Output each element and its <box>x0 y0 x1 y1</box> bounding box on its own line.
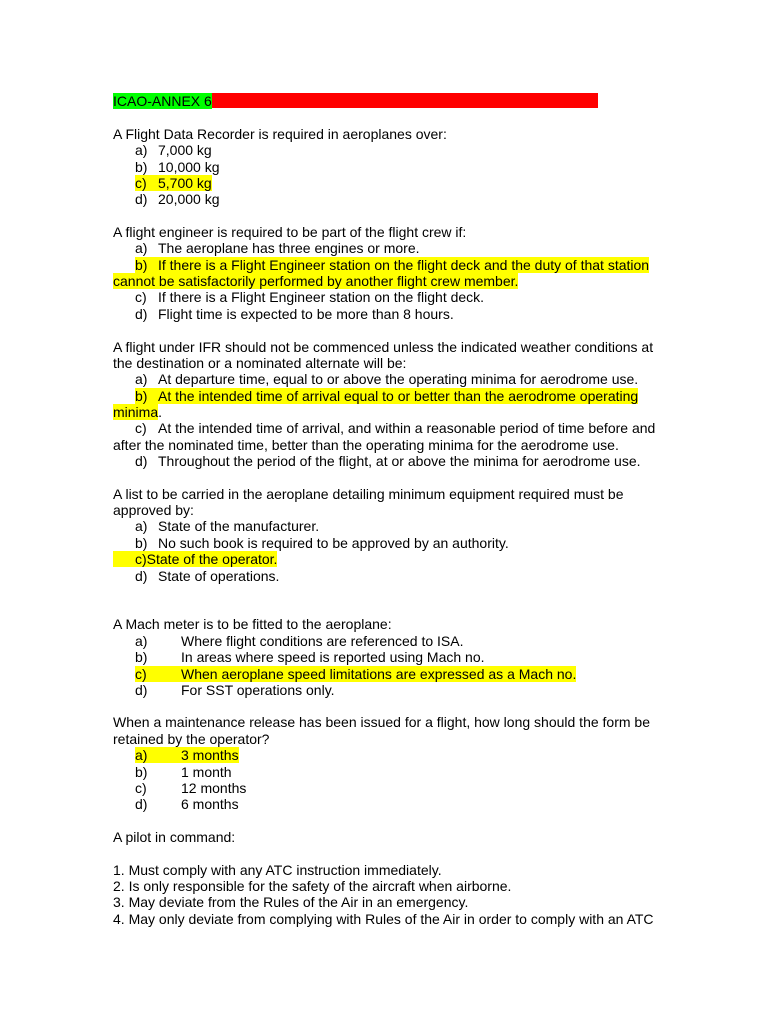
question-2-option-a <box>135 240 420 257</box>
question-6-text-line-1: When a maintenance release has been issued for a flight, how long should the form be <box>113 714 650 730</box>
question-7-statement-2: 2. Is only responsible for the safety of the aircraft when airborne. <box>113 878 512 894</box>
question-5-option-a <box>135 633 463 650</box>
option-text: The aeroplane has three engines or more. <box>158 240 420 256</box>
question-2-option-d <box>135 306 454 323</box>
option-text: 10,000 kg <box>158 159 220 175</box>
question-4-option-b <box>135 535 509 552</box>
question-7-statement-1: 1. Must comply with any ATC instruction immediately. <box>113 862 442 878</box>
option-letter: a) <box>135 142 148 158</box>
question-4-text-line-2: approved by: <box>113 502 194 518</box>
question-3-text-line-2: the destination or a nominated alternate will be: <box>113 355 407 371</box>
header-title: ICAO-ANNEX 6 <box>113 93 212 109</box>
option-text: State of the manufacturer. <box>158 518 320 534</box>
question-1-option-c-highlighted <box>135 175 212 192</box>
question-5-text: A Mach meter is to be fitted to the aeroplane: <box>113 616 392 632</box>
option-letter: a) <box>135 240 148 256</box>
option-letter: a) <box>135 747 148 763</box>
question-7-text: A pilot in command: <box>113 829 236 845</box>
option-letter: b) <box>135 649 148 665</box>
option-text: 12 months <box>181 780 247 796</box>
option-letter: c) <box>135 175 147 191</box>
option-text: 1 month <box>181 764 232 780</box>
question-5-option-c-highlighted <box>135 666 576 683</box>
option-letter: c) <box>135 289 147 305</box>
option-letter: b) <box>135 159 148 175</box>
question-5-option-d <box>135 682 335 699</box>
option-letter: a) <box>135 371 148 387</box>
option-letter: d) <box>135 453 148 469</box>
option-text: For SST operations only. <box>181 682 335 698</box>
question-3-option-c <box>135 420 655 437</box>
option-text: At departure time, equal to or above the operating minima for aerodrome use. <box>158 371 639 387</box>
question-1-option-b <box>135 159 220 176</box>
question-2-option-b-continued <box>113 273 518 290</box>
question-3-option-a <box>135 371 638 388</box>
option-text: Where flight conditions are referenced to ISA. <box>181 633 464 649</box>
option-text: At the intended time of arrival equal to or better than the aerodrome operating <box>158 388 639 404</box>
question-3-option-c-continued: after the nominated time, better than the operating minima for the aerodrome use. <box>113 437 619 453</box>
question-6-option-d <box>135 796 239 813</box>
option-text: When aeroplane speed limitations are expressed as a Mach no. <box>181 666 577 682</box>
option-letter: b) <box>135 535 148 551</box>
option-text: 20,000 kg <box>158 191 220 207</box>
option-letter: d) <box>135 306 148 322</box>
option-letter: d) <box>135 682 148 698</box>
question-6-option-a-highlighted <box>135 747 239 764</box>
option-letter: b) <box>135 388 148 404</box>
option-letter: c) <box>135 551 147 567</box>
option-text-continued: minima <box>113 404 159 420</box>
option-letter: b) <box>135 257 148 273</box>
option-text: State of the operator. <box>146 551 278 567</box>
option-letter: c) <box>135 780 147 796</box>
question-5-option-b <box>135 649 485 666</box>
option-letter: b) <box>135 764 148 780</box>
document-header <box>113 93 598 110</box>
option-letter: d) <box>135 796 148 812</box>
option-letter: a) <box>135 518 148 534</box>
question-3-option-d <box>135 453 641 470</box>
option-text: No such book is required to be approved by an authority. <box>158 535 509 551</box>
question-4-option-c-highlighted <box>113 551 277 568</box>
question-4-text-line-1: A list to be carried in the aeroplane detailing minimum equipment required must be <box>113 486 624 502</box>
option-text: 6 months <box>181 796 239 812</box>
header-red-bar <box>212 93 598 108</box>
option-text: In areas where speed is reported using Mach no. <box>181 649 485 665</box>
question-6-text-line-2: retained by the operator? <box>113 731 270 747</box>
question-2-option-b-highlighted <box>135 257 649 274</box>
question-7-statement-4: 4. May only deviate from complying with Rules of the Air in order to comply with an ATC <box>113 911 654 927</box>
question-3-option-b-highlighted <box>135 388 638 405</box>
option-text: 7,000 kg <box>158 142 212 158</box>
option-text: State of operations. <box>158 568 280 584</box>
question-3-option-b-continued <box>113 404 162 421</box>
option-letter: c) <box>135 420 147 436</box>
option-text: 3 months <box>181 747 239 763</box>
question-1-option-a <box>135 142 212 159</box>
option-text: Flight time is expected to be more than 8 hours. <box>158 306 454 322</box>
question-2-option-c <box>135 289 484 306</box>
option-text: 5,700 kg <box>158 175 212 191</box>
option-letter: c) <box>135 666 147 682</box>
question-1-text: A Flight Data Recorder is required in aeroplanes over: <box>113 126 447 142</box>
question-1-option-d <box>135 191 220 208</box>
option-text-continued: cannot be satisfactorily performed by another flight crew member. <box>113 273 519 289</box>
option-text: If there is a Flight Engineer station on the flight deck and the duty of that station <box>158 257 650 273</box>
option-text-tail: . <box>158 404 163 420</box>
question-4-option-d <box>135 568 279 585</box>
option-letter: a) <box>135 633 148 649</box>
option-text: If there is a Flight Engineer station on the flight deck. <box>158 289 485 305</box>
question-3-text-line-1: A flight under IFR should not be commenced unless the indicated weather conditions at <box>113 339 654 355</box>
question-7-statement-3: 3. May deviate from the Rules of the Air in an emergency. <box>113 894 469 910</box>
option-letter: d) <box>135 568 148 584</box>
question-6-option-c <box>135 780 246 797</box>
question-6-option-b <box>135 764 232 781</box>
option-text: Throughout the period of the flight, at or above the minima for aerodrome use. <box>158 453 641 469</box>
question-4-option-a <box>135 518 319 535</box>
question-2-text: A flight engineer is required to be part of the flight crew if: <box>113 224 467 240</box>
option-letter: d) <box>135 191 148 207</box>
option-text: At the intended time of arrival, and within a reasonable period of time before and <box>158 420 656 436</box>
